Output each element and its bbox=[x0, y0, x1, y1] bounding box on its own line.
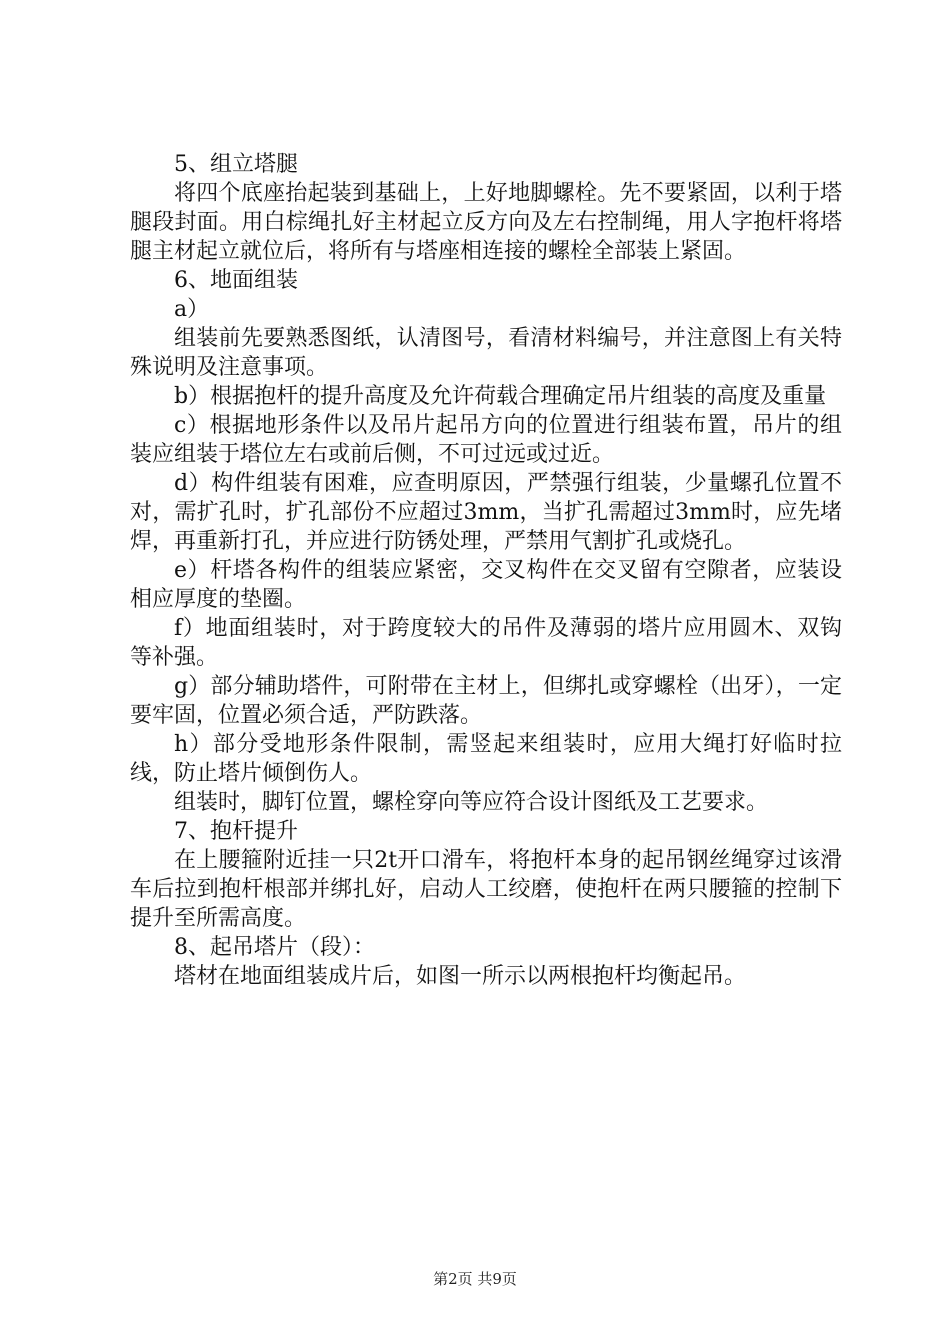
list-item: b）根据抱杆的提升高度及允许荷载合理确定吊片组装的高度及重量 bbox=[174, 384, 827, 409]
paragraph: 在上腰箍附近挂一只2t开口滑车，将抱杆本身的起吊钢丝绳穿过该滑车后拉到抱杆根部并绑扎好，启动人工绞磨，使抱杆在两只腰箍的控制下提升至所需高度。 bbox=[130, 848, 842, 931]
list-item: g）部分辅助塔件，可附带在主材上，但绑扎或穿螺栓（出牙），一定要牢固，位置必须合适，严防跌落。 bbox=[130, 674, 842, 728]
list-item: e）杆塔各构件的组装应紧密，交叉构件在交叉留有空隙者，应装设相应厚度的垫圈。 bbox=[130, 558, 842, 612]
paragraph: 组装前先要熟悉图纸，认清图号，看清材料编号，并注意图上有关特殊说明及注意事项。 bbox=[130, 326, 842, 380]
document-body bbox=[130, 150, 842, 991]
list-item: h）部分受地形条件限制，需竖起来组装时，应用大绳打好临时拉线，防止塔片倾倒伤人。 bbox=[130, 732, 842, 786]
page-footer: 第2页 共9页 bbox=[433, 1270, 517, 1288]
paragraph: 塔材在地面组装成片后，如图一所示以两根抱杆均衡起吊。 bbox=[174, 964, 747, 989]
section-heading: 6、地面组装 bbox=[174, 268, 298, 293]
list-marker: a） bbox=[174, 297, 210, 322]
section-heading: 8、起吊塔片（段）： bbox=[174, 935, 375, 960]
section-heading: 7、抱杆提升 bbox=[174, 819, 298, 844]
list-item: d）构件组装有困难，应查明原因，严禁强行组装，少量螺孔位置不对，需扩孔时，扩孔部份不应超过3mm，当扩孔需超过3mm时，应先堵焊，再重新打孔，并应进行防锈处理，严禁用气割扩孔或烧孔。 bbox=[130, 471, 842, 554]
list-item: f）地面组装时，对于跨度较大的吊件及薄弱的塔片应用圆木、双钩等补强。 bbox=[130, 616, 842, 670]
paragraph: 组装时，脚钉位置，螺栓穿向等应符合设计图纸及工艺要求。 bbox=[174, 790, 769, 815]
section-heading: 5、组立塔腿 bbox=[174, 152, 298, 177]
paragraph: 将四个底座抬起装到基础上，上好地脚螺栓。先不要紧固，以利于塔腿段封面。用白棕绳扎好主材起立反方向及左右控制绳，用人字抱杆将塔腿主材起立就位后，将所有与塔座相连接的螺栓全部装上紧固。 bbox=[130, 181, 842, 264]
list-item: c）根据地形条件以及吊片起吊方向的位置进行组装布置，吊片的组装应组装于塔位左右或前后侧，不可过远或过近。 bbox=[130, 413, 842, 467]
